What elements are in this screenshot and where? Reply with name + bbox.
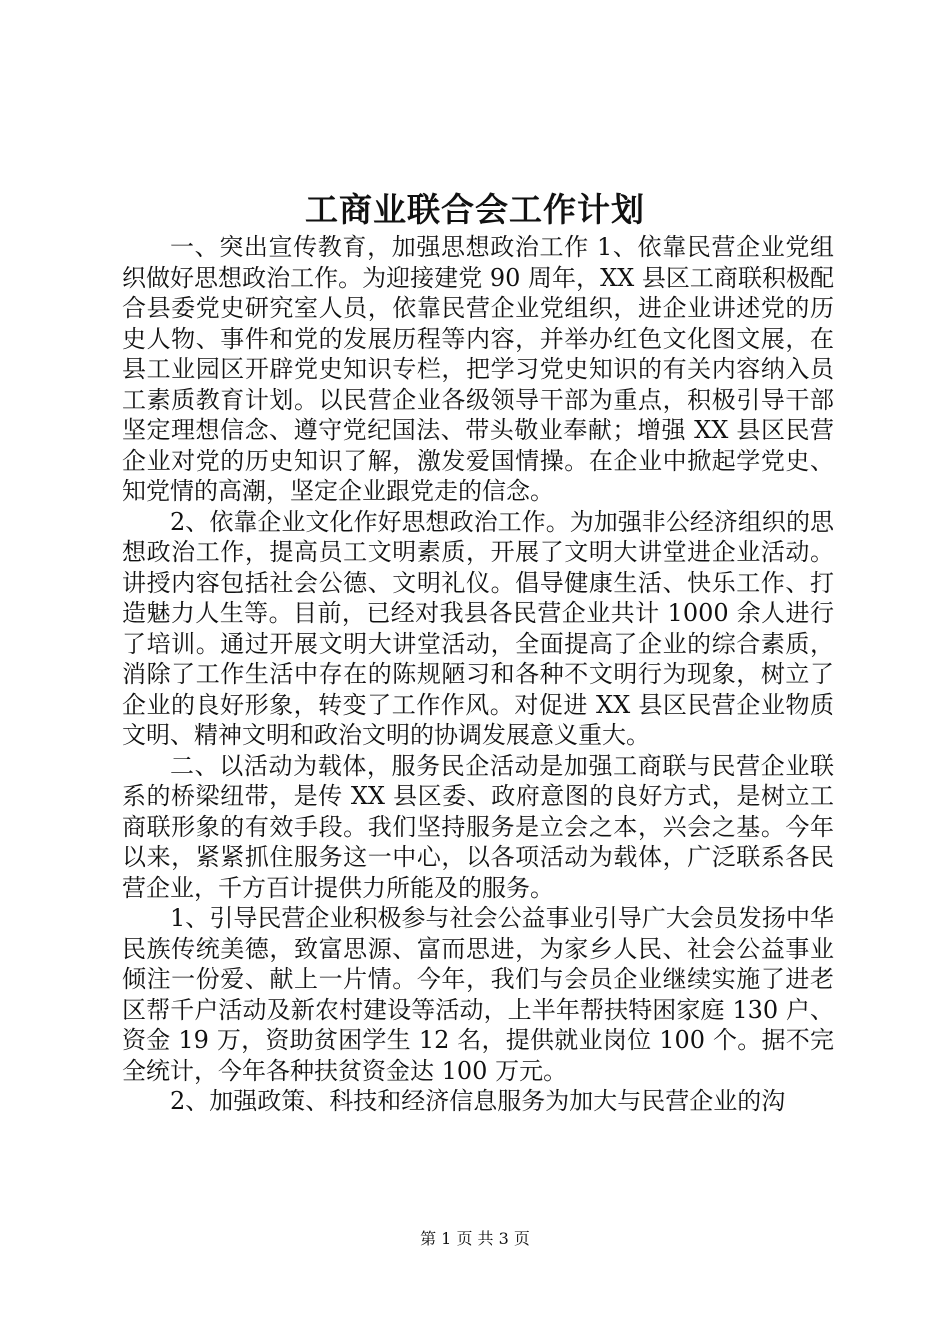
document-body [122,232,834,1117]
paragraph-3: 二、以活动为载体，服务民企活动是加强工商联与民营企业联系的桥梁纽带，是传 XX 县区委、政府意图的良好方式，是树立工商联形象的有效手段。我们坚持服务是立会之本，兴会之基。今年以来，紧紧抓住服务这一中心，以各项活动为载体，广泛联系各民营企业，千方百计提供力所能及的服务。 [122,751,834,902]
paragraph-4: 1、引导民营企业积极参与社会公益事业引导广大会员发扬中华民族传统美德，致富思源、富而思进，为家乡人民、社会公益事业倾注一份爱、献上一片情。今年，我们与会员企业继续实施了进老区帮千户活动及新农村建设等活动，上半年帮扶特困家庭 130 户、资金 19 万，资助贫困学生 12 名，提供就业岗位 100 个。据不完全统计，今年各种扶贫资金达 100 万元。 [122,904,834,1085]
document-title: 工商业联合会工作计划 [305,190,645,229]
paragraph-5: 2、加强政策、科技和经济信息服务为加大与民营企业的沟 [170,1087,786,1115]
paragraph-1: 一、突出宣传教育，加强思想政治工作 1、依靠民营企业党组织做好思想政治工作。为迎接建党 90 周年，XX 县区工商联积极配合县委党史研究室人员，依靠民营企业党组织，进企业讲述党的历史人物、事件和党的发展历程等内容，并举办红色文化图文展，在县工业园区开辟党史知识专栏，把学习党史知识的有关内容纳入员工素质教育计划。以民营企业各级领导干部为重点，积极引导干部坚定理想信念、遵守党纪国法、带头敬业奉献；增强 XX 县区民营企业对党的历史知识了解，激发爱国情操。在企业中掀起学党史、知党情的高潮，坚定企业跟党走的信念。 [122,233,834,505]
page-footer: 第 1 页 共 3 页 [420,1229,530,1248]
paragraph-2: 2、依靠企业文化作好思想政治工作。为加强非公经济组织的思想政治工作，提高员工文明素质，开展了文明大讲堂进企业活动。讲授内容包括社会公德、文明礼仪。倡导健康生活、快乐工作、打造魅力人生等。目前，已经对我县各民营企业共计 1000 余人进行了培训。通过开展文明大讲堂活动，全面提高了企业的综合素质，消除了工作生活中存在的陈规陋习和各种不文明行为现象，树立了企业的良好形象，转变了工作作风。对促进 XX 县区民营企业物质文明、精神文明和政治文明的协调发展意义重大。 [122,507,834,749]
